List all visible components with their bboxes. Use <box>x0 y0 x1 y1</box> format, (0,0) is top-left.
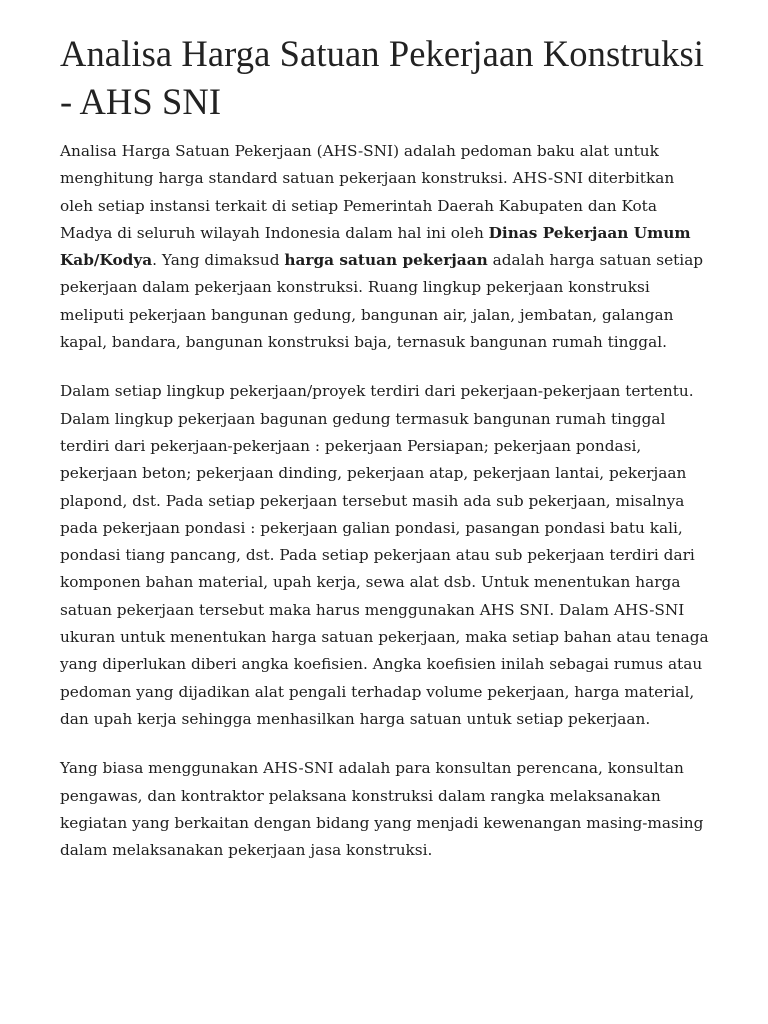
paragraph-intro <box>60 138 712 356</box>
paragraph-text: Analisa Harga Satuan Pekerjaan (AHS-SNI) adalah pedoman baku alat untuk menghitung harga standard satuan pekerjaan konstruksi. AHS-SNI diterbitkan oleh setiap instansi terkait di setiap Pemerintah Daerah Kabupaten dan Kota Madya di seluruh wilayah Indonesia dalam hal ini oleh <box>60 142 675 242</box>
paragraph-text: . Yang dimaksud <box>152 251 285 270</box>
paragraph-text: adalah harga satuan setiap pekerjaan dalam pekerjaan konstruksi. Ruang lingkup pekerjaan konstruksi meliputi pekerjaan bangunan gedung, bangunan air, jalan, jembatan, galangan kapal, bandara, bangunan konstruksi baja, ternasuk bangunan rumah tinggal. <box>60 251 704 352</box>
article-title: Analisa Harga Satuan Pekerjaan Konstruksi - AHS SNI <box>60 33 705 122</box>
paragraph-scope: Dalam setiap lingkup pekerjaan/proyek terdiri dari pekerjaan-pekerjaan tertentu. Dalam lingkup pekerjaan bagunan gedung termasuk bangunan rumah tinggal terdiri dari pekerjaan-pekerjaan : pekerjaan Persiapan; pekerjaan pondasi, pekerjaan beton; pekerjaan dinding, pekerjaan atap, pekerjaan lantai, pekerjaan plapond, dst. Pada setiap pekerjaan tersebut masih ada sub pekerjaan, misalnya pada pekerjaan pondasi : pekerjaan galian pondasi, pasangan pondasi batu kali, pondasi tiang pancang, dst. Pada setiap pekerjaan atau sub pekerjaan terdiri dari komponen bahan material, upah kerja, sewa alat dsb. Untuk menentukan harga satuan pekerjaan tersebut maka harus menggunakan AHS SNI. Dalam AHS-SNI ukuran untuk menentukan harga satuan pekerjaan, maka setiap bahan atau tenaga yang diperlukan diberi angka koefisien. Angka koefisien inilah sebagai rumus atau pedoman yang dijadikan alat pengali terhadap volume pekerjaan, harga material, dan upah kerja sehingga menhasilkan harga satuan untuk setiap pekerjaan. <box>60 382 709 728</box>
paragraph-users: Yang biasa menggunakan AHS-SNI adalah para konsultan perencana, konsultan pengawas, dan kontraktor pelaksana konstruksi dalam rangka melaksanakan kegiatan yang berkaitan dengan bidang yang menjadi kewenangan masing-masing dalam melaksanakan pekerjaan jasa konstruksi. <box>60 759 704 860</box>
bold-phrase-harga-satuan: harga satuan pekerjaan <box>284 251 488 270</box>
bold-phrase-dinas: Dinas Pekerjaan Umum Kab/Kodya <box>60 223 691 270</box>
